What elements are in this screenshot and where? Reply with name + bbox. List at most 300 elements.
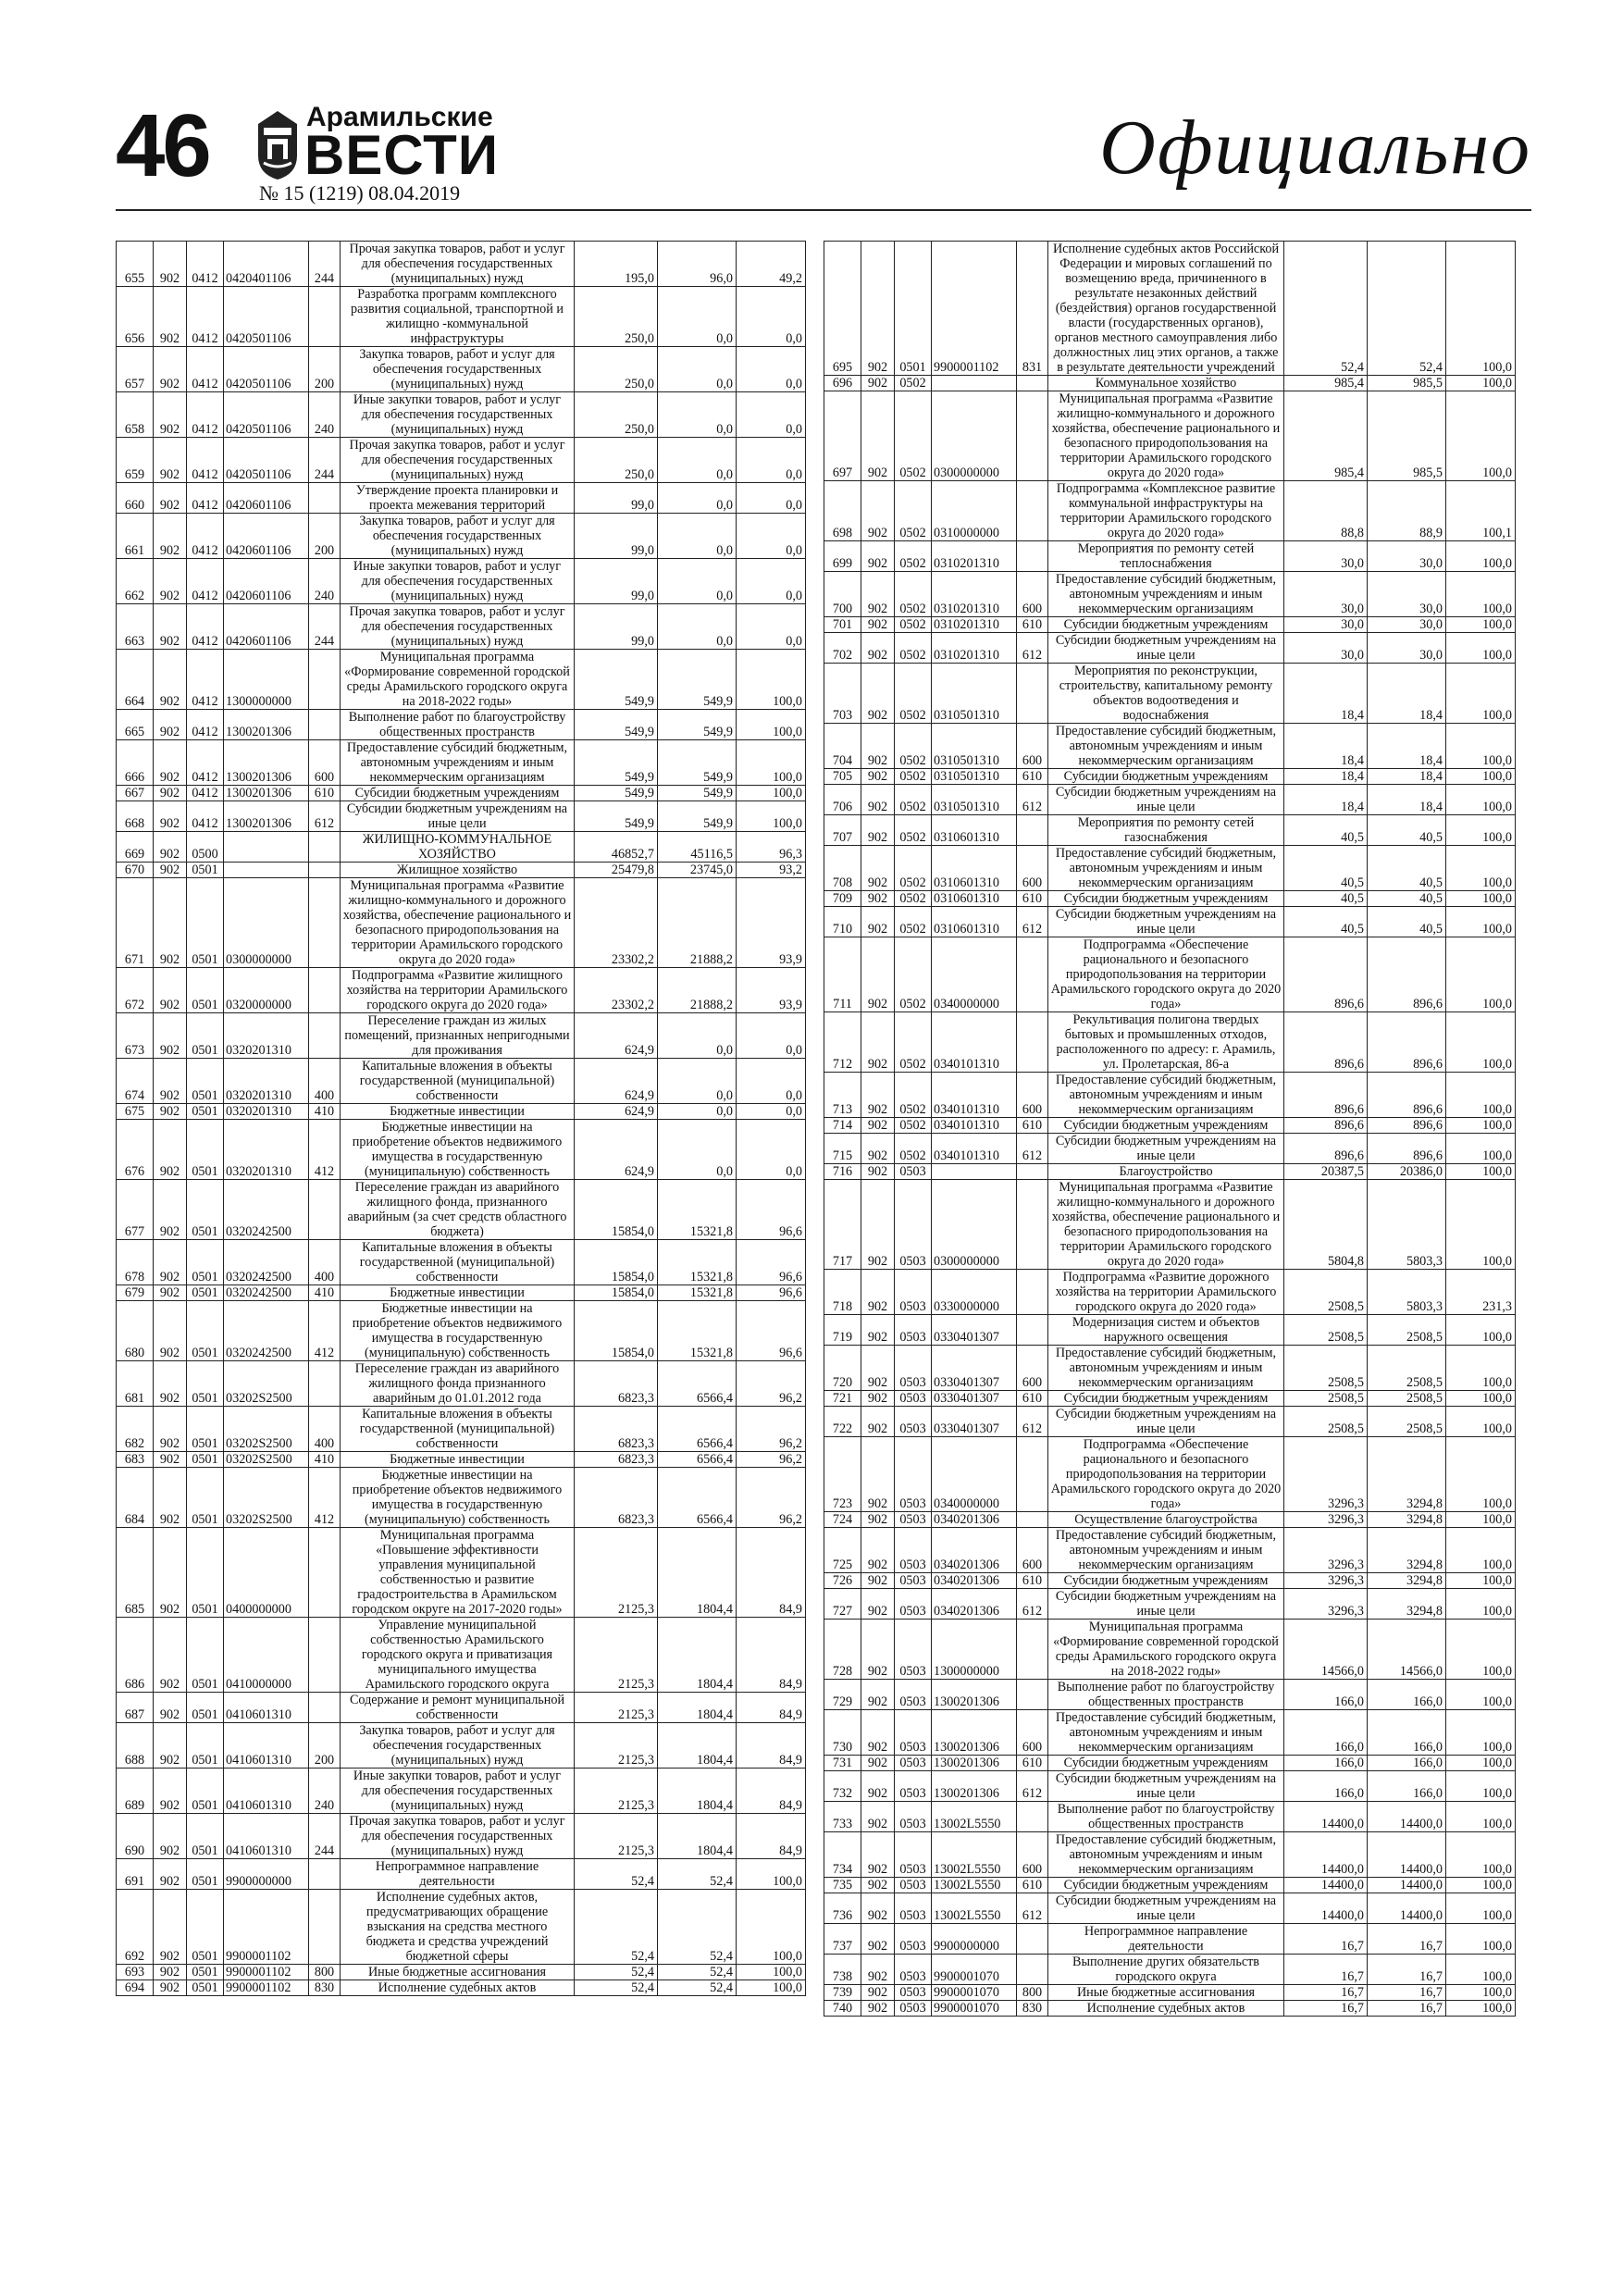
execution-percent-cell: 100,0	[1446, 1012, 1516, 1073]
planned-amount-cell: 2125,3	[575, 1618, 658, 1693]
target-article-code-cell: 0310501310	[932, 724, 1017, 769]
target-article-code-cell: 0310201310	[932, 541, 1017, 572]
expense-type-code-cell: 244	[309, 1814, 341, 1859]
table-row	[117, 1814, 806, 1859]
expense-type-code-cell: 612	[1017, 907, 1048, 937]
item-name-cell: Субсидии бюджетным учреждениям на иные цели	[1048, 1134, 1284, 1164]
planned-amount-cell: 549,9	[575, 801, 658, 832]
target-article-code-cell: 1300201306	[932, 1710, 1017, 1756]
expense-type-code-cell: 400	[309, 1407, 341, 1452]
expense-type-code-cell: 831	[1017, 242, 1048, 376]
expense-type-code-cell: 600	[1017, 1346, 1048, 1391]
item-name-cell: Субсидии бюджетным учреждениям на иные цели	[1048, 1589, 1284, 1620]
table-row	[824, 891, 1516, 907]
expense-type-code-cell	[309, 968, 341, 1013]
section-code-cell: 0501	[187, 1769, 224, 1814]
section-code-cell: 0503	[895, 1589, 932, 1620]
planned-amount-cell: 166,0	[1284, 1680, 1368, 1710]
target-article-code-cell: 0310601310	[932, 846, 1017, 891]
execution-percent-cell: 93,9	[737, 878, 806, 968]
expense-type-code-cell	[1017, 1164, 1048, 1180]
execution-percent-cell: 84,9	[737, 1769, 806, 1814]
target-article-code-cell: 9900001070	[932, 2001, 1017, 2017]
executed-amount-cell: 21888,2	[658, 968, 737, 1013]
expense-type-code-cell: 610	[1017, 1756, 1048, 1771]
item-name-cell: Исполнение судебных актов	[341, 1980, 575, 1996]
execution-percent-cell: 100,0	[1446, 664, 1516, 724]
item-name-cell: Исполнение судебных актов	[1048, 2001, 1284, 2017]
planned-amount-cell: 15854,0	[575, 1301, 658, 1361]
table-row	[117, 1285, 806, 1301]
executed-amount-cell: 985,5	[1368, 391, 1446, 481]
target-article-code-cell: 1300201306	[224, 710, 309, 740]
item-name-cell: Исполнение судебных актов Российской Федерации и мировых соглашений по возмещению вреда, причиненного в результате незаконных действий (бездействия) органов государственной власти (государственных органов), органов местного самоуправления либо должностных лиц этих органов, а также в результате деятельности учреждений	[1048, 242, 1284, 376]
table-row	[824, 1573, 1516, 1589]
row-number-cell: 717	[824, 1180, 861, 1270]
item-name-cell: Прочая закупка товаров, работ и услуг для обеспечения государственных (муниципальных) нужд	[341, 604, 575, 650]
target-article-code-cell	[932, 376, 1017, 391]
planned-amount-cell: 549,9	[575, 710, 658, 740]
target-article-code-cell: 0420501106	[224, 287, 309, 347]
item-name-cell: Предоставление субсидий бюджетным, автономным учреждениям и иным некоммерческим организациям	[1048, 1346, 1284, 1391]
table-row	[824, 1878, 1516, 1893]
section-code-cell: 0502	[895, 1012, 932, 1073]
execution-percent-cell: 0,0	[737, 438, 806, 483]
target-article-code-cell: 13002L5550	[932, 1832, 1017, 1878]
item-name-cell: Закупка товаров, работ и услуг для обеспечения государственных (муниципальных) нужд	[341, 514, 575, 559]
section-code-cell: 0503	[895, 1437, 932, 1512]
planned-amount-cell: 20387,5	[1284, 1164, 1368, 1180]
item-name-cell: Прочая закупка товаров, работ и услуг для обеспечения государственных (муниципальных) нужд	[341, 242, 575, 287]
item-name-cell: Непрограммное направление деятельности	[1048, 1924, 1284, 1955]
row-number-cell: 689	[117, 1769, 154, 1814]
target-article-code-cell: 0310601310	[932, 891, 1017, 907]
item-name-cell: Субсидии бюджетным учреждениям	[1048, 1573, 1284, 1589]
execution-percent-cell: 0,0	[737, 1120, 806, 1180]
item-name-cell: Коммунальное хозяйство	[1048, 376, 1284, 391]
item-name-cell: Муниципальная программа «Формирование современной городской среды Арамильского городского округа на 2018-2022 годы»	[1048, 1620, 1284, 1680]
expense-type-code-cell	[1017, 1924, 1048, 1955]
target-article-code-cell: 1300000000	[224, 650, 309, 710]
planned-amount-cell: 6823,3	[575, 1468, 658, 1528]
planned-amount-cell: 2125,3	[575, 1693, 658, 1723]
table-row	[117, 287, 806, 347]
execution-percent-cell: 100,0	[1446, 1771, 1516, 1802]
table-row	[117, 1059, 806, 1104]
item-name-cell: Выполнение работ по благоустройству общественных пространств	[1048, 1680, 1284, 1710]
ministry-code-cell: 902	[861, 1346, 895, 1391]
execution-percent-cell: 100,0	[737, 1859, 806, 1890]
execution-percent-cell: 100,0	[1446, 1955, 1516, 1985]
planned-amount-cell: 5804,8	[1284, 1180, 1368, 1270]
planned-amount-cell: 18,4	[1284, 724, 1368, 769]
target-article-code-cell: 0320201310	[224, 1120, 309, 1180]
ministry-code-cell: 902	[861, 1802, 895, 1832]
section-code-cell: 0501	[187, 1180, 224, 1240]
item-name-cell: Разработка программ комплексного развития социальной, транспортной и жилищно -коммунальной инфраструктуры	[341, 287, 575, 347]
section-code-cell: 0412	[187, 483, 224, 514]
section-code-cell: 0412	[187, 650, 224, 710]
section-code-cell: 0503	[895, 1771, 932, 1802]
planned-amount-cell: 52,4	[575, 1859, 658, 1890]
ministry-code-cell: 902	[861, 1437, 895, 1512]
item-name-cell: Предоставление субсидий бюджетным, автономным учреждениям и иным некоммерческим организациям	[1048, 572, 1284, 617]
execution-percent-cell: 100,0	[1446, 1710, 1516, 1756]
item-name-cell: Субсидии бюджетным учреждениям	[1048, 891, 1284, 907]
ministry-code-cell: 902	[861, 1878, 895, 1893]
logo-subtitle: Арамильские	[306, 102, 493, 132]
expense-type-code-cell: 200	[309, 1723, 341, 1769]
row-number-cell: 687	[117, 1693, 154, 1723]
table-row	[117, 1769, 806, 1814]
table-row	[824, 1802, 1516, 1832]
target-article-code-cell: 03202S2500	[224, 1452, 309, 1468]
execution-percent-cell: 100,0	[737, 710, 806, 740]
ministry-code-cell: 902	[861, 391, 895, 481]
expense-type-code-cell	[1017, 1680, 1048, 1710]
execution-percent-cell: 100,0	[1446, 1315, 1516, 1346]
execution-percent-cell: 93,9	[737, 968, 806, 1013]
ministry-code-cell: 902	[154, 740, 187, 786]
section-code-cell: 0503	[895, 1893, 932, 1924]
row-number-cell: 730	[824, 1710, 861, 1756]
ministry-code-cell: 902	[154, 1814, 187, 1859]
item-name-cell: Мероприятия по ремонту сетей теплоснабжения	[1048, 541, 1284, 572]
expense-type-code-cell	[309, 710, 341, 740]
target-article-code-cell: 0330000000	[932, 1270, 1017, 1315]
table-row	[824, 1270, 1516, 1315]
target-article-code-cell: 0420501106	[224, 392, 309, 438]
executed-amount-cell: 0,0	[658, 559, 737, 604]
ministry-code-cell: 902	[861, 1180, 895, 1270]
section-code-cell: 0501	[187, 1859, 224, 1890]
executed-amount-cell: 16,7	[1368, 1955, 1446, 1985]
city-emblem-icon	[254, 109, 301, 181]
table-row	[117, 1468, 806, 1528]
target-article-code-cell: 1300201306	[932, 1771, 1017, 1802]
expense-type-code-cell: 600	[309, 740, 341, 786]
item-name-cell: Предоставление субсидий бюджетным, автономным учреждениям и иным некоммерческим организациям	[1048, 1528, 1284, 1573]
ministry-code-cell: 902	[861, 1955, 895, 1985]
section-code-cell: 0502	[895, 617, 932, 633]
execution-percent-cell: 0,0	[737, 347, 806, 392]
executed-amount-cell: 3294,8	[1368, 1573, 1446, 1589]
table-row	[117, 1013, 806, 1059]
executed-amount-cell: 896,6	[1368, 1073, 1446, 1118]
ministry-code-cell: 902	[154, 604, 187, 650]
section-code-cell: 0503	[895, 1756, 932, 1771]
table-row	[117, 1890, 806, 1965]
table-row	[824, 617, 1516, 633]
table-row	[117, 1301, 806, 1361]
ministry-code-cell: 902	[861, 1756, 895, 1771]
section-code-cell: 0412	[187, 801, 224, 832]
executed-amount-cell: 40,5	[1368, 907, 1446, 937]
ministry-code-cell: 902	[154, 710, 187, 740]
section-code-cell: 0502	[895, 724, 932, 769]
item-name-cell: Жилищное хозяйство	[341, 863, 575, 878]
section-code-cell: 0503	[895, 1391, 932, 1407]
planned-amount-cell: 40,5	[1284, 846, 1368, 891]
table-row	[824, 1180, 1516, 1270]
execution-percent-cell: 100,0	[1446, 1528, 1516, 1573]
table-row	[824, 1164, 1516, 1180]
planned-amount-cell: 16,7	[1284, 2001, 1368, 2017]
target-article-code-cell: 13002L5550	[932, 1893, 1017, 1924]
executed-amount-cell: 0,0	[658, 392, 737, 438]
target-article-code-cell: 0310201310	[932, 617, 1017, 633]
ministry-code-cell: 902	[861, 1512, 895, 1528]
executed-amount-cell: 6566,4	[658, 1452, 737, 1468]
section-code-cell: 0501	[187, 1301, 224, 1361]
execution-percent-cell: 96,2	[737, 1452, 806, 1468]
execution-percent-cell: 100,0	[1446, 572, 1516, 617]
ministry-code-cell: 902	[154, 392, 187, 438]
executed-amount-cell: 2508,5	[1368, 1346, 1446, 1391]
executed-amount-cell: 30,0	[1368, 541, 1446, 572]
table-row	[117, 242, 806, 287]
section-code-cell: 0503	[895, 1878, 932, 1893]
item-name-cell: Муниципальная программа «Повышение эффективности управления муниципальной собственностью и развитие градостроительства в Арамильском городском округе на 2017-2020 годы»	[341, 1528, 575, 1618]
executed-amount-cell: 0,0	[658, 1120, 737, 1180]
target-article-code-cell: 0340101310	[932, 1118, 1017, 1134]
execution-percent-cell: 100,0	[737, 786, 806, 801]
item-name-cell: Иные закупки товаров, работ и услуг для обеспечения государственных (муниципальных) нужд	[341, 559, 575, 604]
planned-amount-cell: 896,6	[1284, 1118, 1368, 1134]
item-name-cell: Субсидии бюджетным учреждениям	[1048, 1118, 1284, 1134]
ministry-code-cell: 902	[861, 1528, 895, 1573]
ministry-code-cell: 902	[154, 347, 187, 392]
planned-amount-cell: 549,9	[575, 650, 658, 710]
table-row	[824, 1589, 1516, 1620]
page-header	[116, 93, 1531, 213]
item-name-cell: Бюджетные инвестиции	[341, 1452, 575, 1468]
item-name-cell: Муниципальная программа «Развитие жилищно-коммунального и дорожного хозяйства, обеспечение рационального и безопасного природопользования на территории Арамильского городского округа до 2020 года»	[341, 878, 575, 968]
item-name-cell: Подпрограмма «Комплексное развитие коммунальной инфраструктуры на территории Арамильского городского округа до 2020 года»	[1048, 481, 1284, 541]
section-code-cell: 0503	[895, 1573, 932, 1589]
execution-percent-cell: 96,2	[737, 1407, 806, 1452]
target-article-code-cell: 03202S2500	[224, 1468, 309, 1528]
expense-type-code-cell: 612	[1017, 1589, 1048, 1620]
executed-amount-cell: 2508,5	[1368, 1391, 1446, 1407]
row-number-cell: 736	[824, 1893, 861, 1924]
table-row	[117, 863, 806, 878]
section-code-cell: 0503	[895, 1620, 932, 1680]
section-code-cell: 0502	[895, 1073, 932, 1118]
ministry-code-cell: 902	[861, 633, 895, 664]
item-name-cell: Субсидии бюджетным учреждениям на иные цели	[1048, 1771, 1284, 1802]
ministry-code-cell: 902	[154, 559, 187, 604]
execution-percent-cell: 96,6	[737, 1301, 806, 1361]
target-article-code-cell: 9900001102	[932, 242, 1017, 376]
planned-amount-cell: 30,0	[1284, 633, 1368, 664]
executed-amount-cell: 0,0	[658, 438, 737, 483]
expense-type-code-cell	[1017, 1437, 1048, 1512]
execution-percent-cell: 100,0	[1446, 1391, 1516, 1407]
planned-amount-cell: 2125,3	[575, 1528, 658, 1618]
section-code-cell: 0501	[187, 1361, 224, 1407]
row-number-cell: 722	[824, 1407, 861, 1437]
row-number-cell: 703	[824, 664, 861, 724]
ministry-code-cell: 902	[861, 541, 895, 572]
ministry-code-cell: 902	[861, 815, 895, 846]
table-row	[824, 2001, 1516, 2017]
table-row	[117, 1859, 806, 1890]
ministry-code-cell: 902	[861, 1620, 895, 1680]
table-row	[117, 1104, 806, 1120]
target-article-code-cell: 0340000000	[932, 937, 1017, 1012]
section-code-cell: 0503	[895, 1710, 932, 1756]
planned-amount-cell: 624,9	[575, 1104, 658, 1120]
target-article-code-cell: 0420601106	[224, 559, 309, 604]
section-code-cell: 0412	[187, 710, 224, 740]
executed-amount-cell: 23745,0	[658, 863, 737, 878]
expense-type-code-cell: 400	[309, 1059, 341, 1104]
executed-amount-cell: 6566,4	[658, 1407, 737, 1452]
target-article-code-cell: 0310601310	[932, 907, 1017, 937]
execution-percent-cell: 0,0	[737, 287, 806, 347]
ministry-code-cell: 902	[861, 1012, 895, 1073]
row-number-cell: 719	[824, 1315, 861, 1346]
executed-amount-cell: 2508,5	[1368, 1407, 1446, 1437]
ministry-code-cell: 902	[154, 1180, 187, 1240]
planned-amount-cell: 99,0	[575, 514, 658, 559]
table-row	[824, 1985, 1516, 2001]
executed-amount-cell: 0,0	[658, 1059, 737, 1104]
execution-percent-cell: 0,0	[737, 514, 806, 559]
expense-type-code-cell: 830	[309, 1980, 341, 1996]
executed-amount-cell: 3294,8	[1368, 1589, 1446, 1620]
row-number-cell: 669	[117, 832, 154, 863]
expense-type-code-cell	[1017, 481, 1048, 541]
expense-type-code-cell: 612	[309, 801, 341, 832]
executed-amount-cell: 166,0	[1368, 1771, 1446, 1802]
table-row	[824, 481, 1516, 541]
planned-amount-cell: 985,4	[1284, 391, 1368, 481]
item-name-cell: Мероприятия по ремонту сетей газоснабжения	[1048, 815, 1284, 846]
item-name-cell: Подпрограмма «Обеспечение рационального и безопасного природопользования на территории Арамильского городского округа до 2020 года»	[1048, 1437, 1284, 1512]
section-code-cell: 0501	[187, 1013, 224, 1059]
execution-percent-cell: 100,0	[1446, 1407, 1516, 1437]
ministry-code-cell: 902	[154, 514, 187, 559]
section-code-cell: 0500	[187, 832, 224, 863]
planned-amount-cell: 99,0	[575, 604, 658, 650]
expense-type-code-cell: 612	[1017, 1134, 1048, 1164]
row-number-cell: 677	[117, 1180, 154, 1240]
target-article-code-cell: 0320242500	[224, 1285, 309, 1301]
ministry-code-cell: 902	[154, 1104, 187, 1120]
row-number-cell: 734	[824, 1832, 861, 1878]
planned-amount-cell: 896,6	[1284, 1073, 1368, 1118]
row-number-cell: 693	[117, 1965, 154, 1980]
target-article-code-cell: 0340201306	[932, 1512, 1017, 1528]
planned-amount-cell: 896,6	[1284, 937, 1368, 1012]
execution-percent-cell: 100,0	[1446, 846, 1516, 891]
table-row	[824, 242, 1516, 376]
table-row	[117, 1240, 806, 1285]
target-article-code-cell: 03202S2500	[224, 1361, 309, 1407]
table-row	[824, 1407, 1516, 1437]
table-row	[117, 878, 806, 968]
ministry-code-cell: 902	[154, 801, 187, 832]
ministry-code-cell: 902	[154, 1980, 187, 1996]
planned-amount-cell: 16,7	[1284, 1924, 1368, 1955]
section-code-cell: 0501	[187, 1890, 224, 1965]
ministry-code-cell: 902	[861, 785, 895, 815]
item-name-cell: Исполнение судебных актов, предусматривающих обращение взыскания на средства местного бюджета и средства учреждений бюджетной сферы	[341, 1890, 575, 1965]
target-article-code-cell: 9900000000	[224, 1859, 309, 1890]
expense-type-code-cell: 612	[1017, 785, 1048, 815]
header-divider	[116, 209, 1531, 211]
executed-amount-cell: 52,4	[658, 1859, 737, 1890]
ministry-code-cell: 902	[861, 1710, 895, 1756]
executed-amount-cell: 1804,4	[658, 1528, 737, 1618]
target-article-code-cell: 0330401307	[932, 1407, 1017, 1437]
item-name-cell: Субсидии бюджетным учреждениям на иные цели	[1048, 1893, 1284, 1924]
executed-amount-cell: 96,0	[658, 242, 737, 287]
section-code-cell: 0501	[187, 1407, 224, 1452]
row-number-cell: 732	[824, 1771, 861, 1802]
planned-amount-cell: 40,5	[1284, 815, 1368, 846]
planned-amount-cell: 2508,5	[1284, 1407, 1368, 1437]
section-code-cell: 0501	[895, 242, 932, 376]
execution-percent-cell: 100,0	[1446, 541, 1516, 572]
execution-percent-cell: 100,1	[1446, 481, 1516, 541]
table-row	[824, 1118, 1516, 1134]
execution-percent-cell: 100,0	[1446, 242, 1516, 376]
item-name-cell: Капитальные вложения в объекты государственной (муниципальной) собственности	[341, 1407, 575, 1452]
section-code-cell: 0502	[895, 785, 932, 815]
item-name-cell: Капитальные вложения в объекты государственной (муниципальной) собственности	[341, 1059, 575, 1104]
expense-type-code-cell: 240	[309, 1769, 341, 1814]
planned-amount-cell: 3296,3	[1284, 1437, 1368, 1512]
item-name-cell: Субсидии бюджетным учреждениям на иные цели	[341, 801, 575, 832]
ministry-code-cell: 902	[861, 1589, 895, 1620]
target-article-code-cell: 0310501310	[932, 785, 1017, 815]
section-code-cell: 0503	[895, 1346, 932, 1391]
row-number-cell: 707	[824, 815, 861, 846]
item-name-cell: Непрограммное направление деятельности	[341, 1859, 575, 1890]
expense-type-code-cell: 600	[1017, 1710, 1048, 1756]
target-article-code-cell: 0420501106	[224, 347, 309, 392]
section-code-cell: 0412	[187, 514, 224, 559]
planned-amount-cell: 624,9	[575, 1120, 658, 1180]
table-row	[117, 514, 806, 559]
section-code-cell: 0501	[187, 1240, 224, 1285]
item-name-cell: Переселение граждан из аварийного жилищного фонда признанного аварийным до 01.01.2012 года	[341, 1361, 575, 1407]
section-code-cell: 0502	[895, 1118, 932, 1134]
expense-type-code-cell: 412	[309, 1301, 341, 1361]
section-code-cell: 0501	[187, 1452, 224, 1468]
item-name-cell: Предоставление субсидий бюджетным, автономным учреждениям и иным некоммерческим организациям	[1048, 724, 1284, 769]
row-number-cell: 694	[117, 1980, 154, 1996]
executed-amount-cell: 0,0	[658, 514, 737, 559]
expense-type-code-cell	[1017, 1012, 1048, 1073]
target-article-code-cell: 1300201306	[224, 801, 309, 832]
section-code-cell: 0412	[187, 786, 224, 801]
execution-percent-cell: 100,0	[1446, 1893, 1516, 1924]
ministry-code-cell: 902	[154, 1693, 187, 1723]
execution-percent-cell: 100,0	[1446, 815, 1516, 846]
planned-amount-cell: 14566,0	[1284, 1620, 1368, 1680]
expense-type-code-cell	[309, 1890, 341, 1965]
planned-amount-cell: 3296,3	[1284, 1528, 1368, 1573]
item-name-cell: Подпрограмма «Развитие жилищного хозяйства на территории Арамильского городского округа до 2020 года»	[341, 968, 575, 1013]
expense-type-code-cell: 610	[1017, 1391, 1048, 1407]
ministry-code-cell: 902	[154, 650, 187, 710]
executed-amount-cell: 3294,8	[1368, 1528, 1446, 1573]
planned-amount-cell: 6823,3	[575, 1361, 658, 1407]
